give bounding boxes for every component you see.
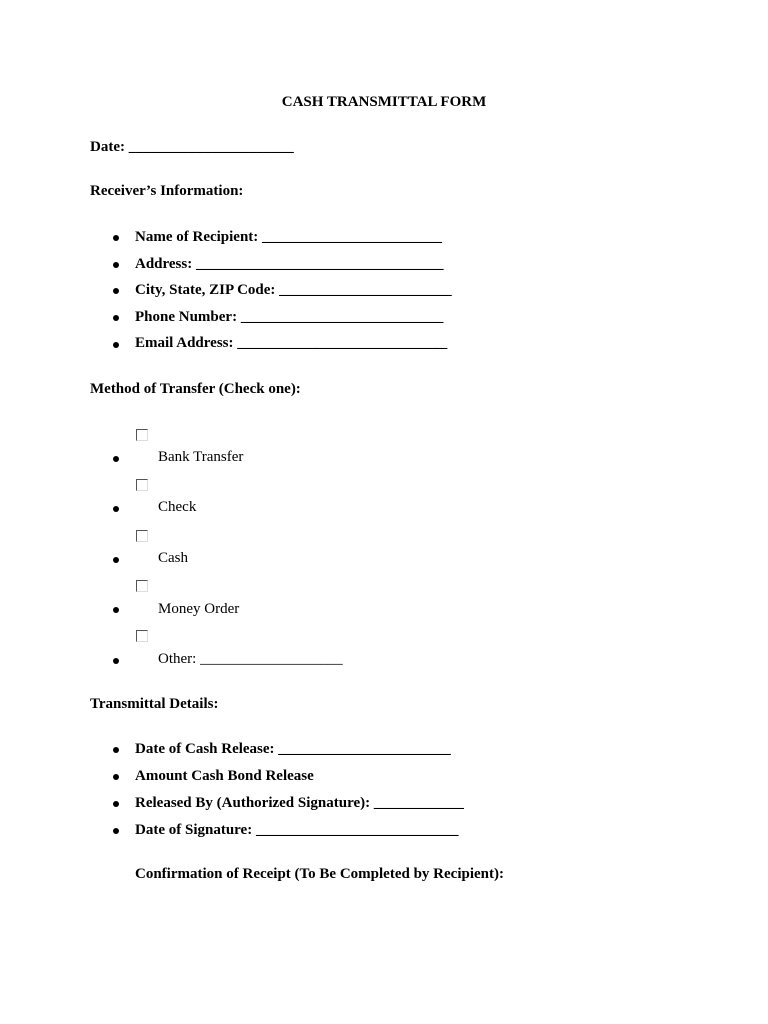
email-address-field[interactable]: Email Address: ____________________________: [135, 335, 448, 351]
confirmation-heading: Confirmation of Receipt (To Be Completed by Recipient):: [135, 866, 504, 882]
other-checkbox[interactable]: [136, 630, 148, 642]
bullet-icon: [113, 342, 119, 348]
city-state-zip-field[interactable]: City, State, ZIP Code: _______________________: [135, 282, 452, 298]
bullet-icon: [113, 774, 119, 780]
form-title: CASH TRANSMITTAL FORM: [281, 94, 487, 110]
phone-number-field[interactable]: Phone Number: ___________________________: [135, 309, 444, 325]
cash-checkbox[interactable]: [136, 530, 148, 542]
money-order-checkbox[interactable]: [136, 580, 148, 592]
address-field[interactable]: Address: _________________________________: [135, 256, 444, 272]
date-of-cash-release-field[interactable]: Date of Cash Release: _______________________: [135, 741, 451, 757]
other-field[interactable]: Other: ___________________: [158, 651, 343, 667]
bullet-icon: [113, 658, 119, 664]
bullet-icon: [113, 747, 119, 753]
released-by-field[interactable]: Released By (Authorized Signature): ____________: [135, 795, 464, 811]
bullet-icon: [113, 235, 119, 241]
bullet-icon: [113, 557, 119, 563]
details-heading: Transmittal Details:: [90, 696, 219, 712]
cash-label: Cash: [158, 550, 188, 566]
method-heading: Method of Transfer (Check one):: [90, 381, 301, 397]
recipient-name-field[interactable]: Name of Recipient: ________________________: [135, 229, 443, 245]
bullet-icon: [113, 801, 119, 807]
bank-transfer-checkbox[interactable]: [136, 429, 148, 441]
bullet-icon: [113, 506, 119, 512]
date-of-signature-field[interactable]: Date of Signature: ___________________________: [135, 822, 459, 838]
bank-transfer-label: Bank Transfer: [158, 449, 244, 465]
check-label: Check: [158, 499, 197, 515]
bullet-icon: [113, 828, 119, 834]
date-field[interactable]: Date: ______________________: [90, 139, 294, 155]
receiver-heading: Receiver’s Information:: [90, 183, 244, 199]
money-order-label: Money Order: [158, 601, 240, 617]
check-checkbox[interactable]: [136, 479, 148, 491]
bullet-icon: [113, 262, 119, 268]
bullet-icon: [113, 315, 119, 321]
bullet-icon: [113, 456, 119, 462]
bullet-icon: [113, 288, 119, 294]
amount-cash-bond-release: Amount Cash Bond Release: [135, 768, 314, 784]
bullet-icon: [113, 607, 119, 613]
